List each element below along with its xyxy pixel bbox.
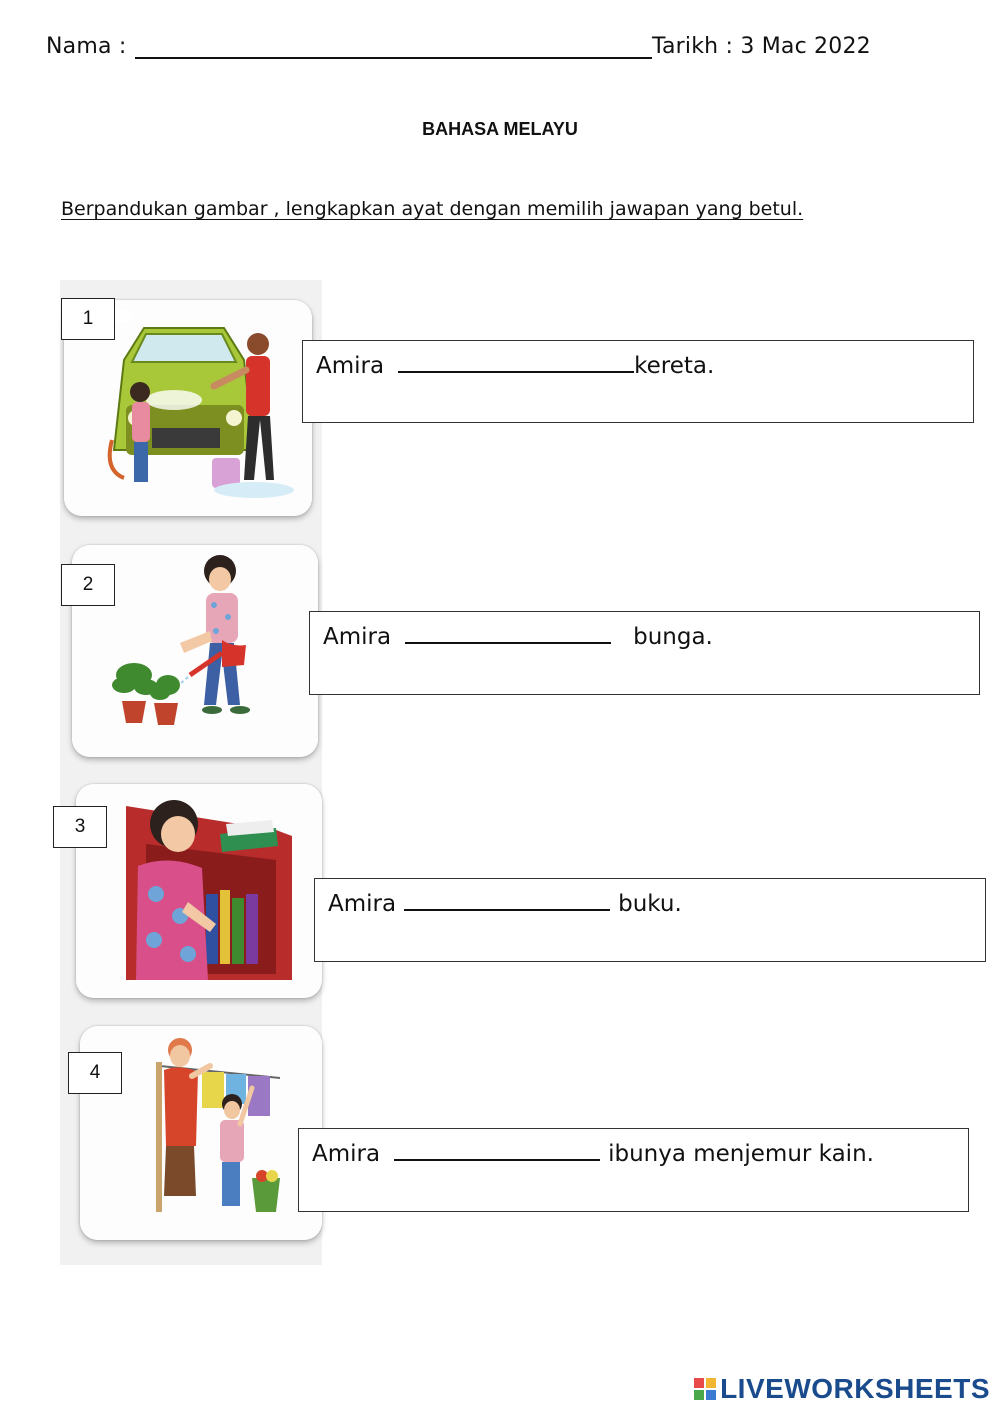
sentence-end-1: kereta. — [634, 353, 715, 379]
question-box-4 — [298, 1128, 969, 1212]
liveworksheets-logo[interactable] — [693, 1373, 990, 1405]
arranging-books-picture — [76, 784, 322, 998]
answer-blank-2[interactable] — [405, 622, 611, 644]
name-label: Nama : — [46, 34, 127, 59]
liveworksheets-logo-text: LIVEWORKSHEETS — [720, 1373, 990, 1404]
sentence-subject-3: Amira — [328, 891, 397, 917]
page-title: BAHASA MELAYU — [422, 119, 578, 139]
question-number-2: 2 — [61, 564, 115, 606]
answer-blank-1[interactable] — [398, 351, 634, 373]
sentence-subject-1: Amira — [316, 353, 385, 379]
instruction-text: Berpandukan gambar , lengkapkan ayat dengan memilih jawapan yang betul. — [61, 198, 804, 220]
answer-blank-3[interactable] — [404, 889, 610, 911]
question-number-3: 3 — [53, 806, 107, 848]
sentence-subject-4: Amira — [312, 1141, 381, 1167]
answer-blank-4[interactable] — [394, 1139, 600, 1161]
question-box-1 — [302, 340, 974, 423]
liveworksheets-logo-icon — [693, 1377, 717, 1401]
question-number-1: 1 — [61, 298, 115, 340]
sentence-end-4: ibunya menjemur kain. — [608, 1141, 874, 1167]
sentence-end-3: buku. — [618, 891, 682, 917]
date-label: Tarikh : 3 Mac 2022 — [652, 34, 871, 59]
sentence-subject-2: Amira — [323, 624, 392, 650]
question-box-2 — [309, 611, 980, 695]
question-box-3 — [314, 878, 986, 962]
name-input-line[interactable] — [135, 57, 652, 59]
question-number-4: 4 — [68, 1052, 122, 1094]
sentence-end-2: bunga. — [633, 624, 713, 650]
